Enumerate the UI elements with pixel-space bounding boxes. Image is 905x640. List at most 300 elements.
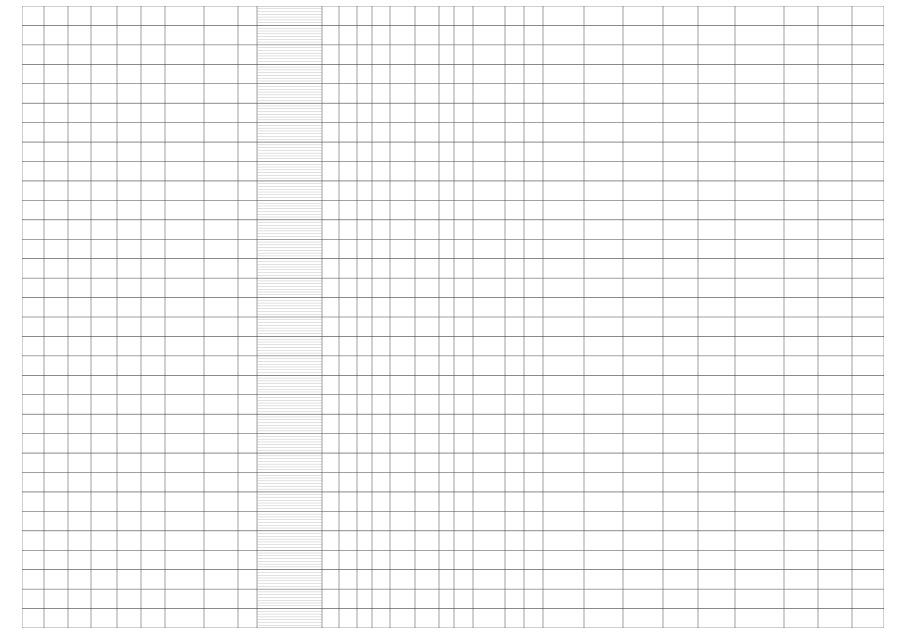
table-cell bbox=[506, 474, 524, 491]
table-cell bbox=[69, 26, 91, 43]
table-cell bbox=[323, 182, 339, 199]
table-cell bbox=[474, 357, 505, 374]
table-cell bbox=[92, 201, 117, 218]
table-cell bbox=[525, 512, 543, 529]
table-cell bbox=[785, 299, 818, 316]
table-cell bbox=[373, 299, 390, 316]
table-cell bbox=[455, 435, 473, 452]
table-cell bbox=[525, 26, 543, 43]
table-cell bbox=[624, 163, 663, 180]
table-cell bbox=[118, 279, 141, 296]
table-cell bbox=[205, 26, 238, 43]
table-cell bbox=[544, 260, 584, 277]
table-cell bbox=[166, 551, 204, 568]
table-cell bbox=[92, 104, 117, 121]
table-cell bbox=[624, 260, 663, 277]
table-cell bbox=[340, 318, 357, 335]
table-cell bbox=[506, 46, 524, 63]
table-cell bbox=[340, 532, 357, 549]
table-cell bbox=[69, 65, 91, 82]
table-cell bbox=[373, 279, 390, 296]
table-cell bbox=[455, 532, 473, 549]
table-cell bbox=[323, 551, 339, 568]
table-cell bbox=[455, 512, 473, 529]
table-cell bbox=[506, 610, 524, 627]
table-cell bbox=[373, 512, 390, 529]
table-cell bbox=[506, 571, 524, 588]
table-cell bbox=[785, 337, 818, 354]
table-cell bbox=[92, 124, 117, 141]
table-cell bbox=[92, 46, 117, 63]
table-cell bbox=[391, 260, 415, 277]
table-cell bbox=[585, 493, 623, 510]
table-cell bbox=[455, 357, 473, 374]
table-cell bbox=[474, 7, 505, 24]
spreadsheet-page bbox=[22, 6, 884, 628]
table-cell bbox=[474, 571, 505, 588]
table-cell bbox=[440, 532, 454, 549]
table-cell bbox=[474, 474, 505, 491]
table-cell bbox=[785, 396, 818, 413]
table-cell bbox=[142, 260, 165, 277]
table-cell bbox=[358, 26, 372, 43]
table-cell bbox=[205, 143, 238, 160]
table-cell bbox=[142, 104, 165, 121]
table-cell bbox=[118, 435, 141, 452]
table-cell bbox=[785, 571, 818, 588]
table-cell bbox=[323, 163, 339, 180]
table-cell bbox=[45, 474, 68, 491]
table-cell bbox=[142, 279, 165, 296]
table-cell bbox=[166, 26, 204, 43]
table-cell bbox=[142, 415, 165, 432]
table-cell bbox=[736, 532, 784, 549]
table-cell bbox=[455, 279, 473, 296]
table-cell bbox=[736, 415, 784, 432]
table-cell bbox=[785, 143, 818, 160]
table-cell bbox=[416, 571, 439, 588]
table-cell bbox=[440, 7, 454, 24]
table-cell bbox=[664, 454, 698, 471]
table-cell bbox=[323, 260, 339, 277]
table-cell bbox=[785, 26, 818, 43]
table-cell bbox=[358, 201, 372, 218]
table-cell bbox=[166, 415, 204, 432]
table-cell bbox=[205, 474, 238, 491]
table-cell bbox=[585, 337, 623, 354]
table-cell bbox=[323, 201, 339, 218]
table-cell bbox=[118, 260, 141, 277]
table-cell bbox=[819, 454, 852, 471]
table-cell bbox=[23, 299, 44, 316]
table-cell bbox=[142, 376, 165, 393]
table-cell bbox=[340, 85, 357, 102]
table-cell bbox=[624, 396, 663, 413]
table-cell bbox=[142, 124, 165, 141]
table-cell bbox=[544, 201, 584, 218]
table-cell bbox=[166, 318, 204, 335]
table-cell bbox=[785, 590, 818, 607]
table-cell bbox=[92, 474, 117, 491]
table-cell bbox=[416, 65, 439, 82]
table-cell bbox=[205, 260, 238, 277]
table-cell bbox=[585, 279, 623, 296]
table-cell bbox=[544, 221, 584, 238]
table-cell bbox=[785, 260, 818, 277]
table-cell bbox=[323, 7, 339, 24]
table-cell bbox=[699, 512, 735, 529]
table-cell bbox=[391, 299, 415, 316]
table-cell bbox=[358, 240, 372, 257]
table-cell bbox=[624, 104, 663, 121]
table-cell bbox=[474, 415, 505, 432]
table-cell bbox=[664, 221, 698, 238]
table-cell bbox=[819, 396, 852, 413]
table-cell bbox=[736, 318, 784, 335]
table-cell bbox=[544, 182, 584, 199]
table-cell bbox=[525, 357, 543, 374]
table-cell bbox=[340, 163, 357, 180]
table-cell bbox=[474, 163, 505, 180]
table-cell bbox=[544, 7, 584, 24]
table-cell bbox=[736, 240, 784, 257]
table-cell bbox=[440, 201, 454, 218]
table-cell bbox=[506, 532, 524, 549]
table-cell bbox=[239, 124, 257, 141]
table-cell bbox=[69, 571, 91, 588]
table-cell bbox=[166, 590, 204, 607]
table-cell bbox=[474, 532, 505, 549]
table-cell bbox=[664, 376, 698, 393]
table-cell bbox=[819, 415, 852, 432]
table-cell bbox=[142, 240, 165, 257]
table-cell bbox=[455, 65, 473, 82]
table-cell bbox=[323, 474, 339, 491]
table-cell bbox=[440, 551, 454, 568]
table-cell bbox=[323, 493, 339, 510]
table-cell bbox=[340, 182, 357, 199]
table-cell bbox=[239, 85, 257, 102]
table-cell bbox=[205, 299, 238, 316]
table-cell bbox=[205, 182, 238, 199]
table-cell bbox=[373, 85, 390, 102]
table-cell bbox=[205, 7, 238, 24]
table-cell bbox=[736, 7, 784, 24]
table-cell bbox=[69, 376, 91, 393]
table-cell bbox=[699, 532, 735, 549]
table-cell bbox=[585, 532, 623, 549]
table-cell bbox=[239, 26, 257, 43]
table-cell bbox=[69, 454, 91, 471]
table-cell bbox=[736, 279, 784, 296]
table-cell bbox=[455, 104, 473, 121]
table-cell bbox=[340, 454, 357, 471]
table-cell bbox=[474, 337, 505, 354]
table-cell bbox=[699, 182, 735, 199]
table-cell bbox=[205, 512, 238, 529]
table-cell bbox=[474, 143, 505, 160]
table-cell bbox=[785, 474, 818, 491]
table-cell bbox=[340, 435, 357, 452]
table-cell bbox=[373, 7, 390, 24]
table-cell bbox=[440, 143, 454, 160]
table-cell bbox=[239, 299, 257, 316]
table-cell bbox=[785, 376, 818, 393]
table-cell bbox=[506, 435, 524, 452]
table-cell bbox=[699, 493, 735, 510]
table-cell bbox=[69, 182, 91, 199]
table-cell bbox=[118, 590, 141, 607]
table-cell bbox=[69, 299, 91, 316]
table-cell bbox=[736, 357, 784, 374]
table-cell bbox=[585, 221, 623, 238]
table-cell bbox=[416, 493, 439, 510]
table-cell bbox=[340, 7, 357, 24]
table-cell bbox=[416, 221, 439, 238]
table-cell bbox=[585, 143, 623, 160]
table-cell bbox=[474, 85, 505, 102]
table-cell bbox=[323, 357, 339, 374]
table-cell bbox=[699, 260, 735, 277]
table-cell bbox=[440, 590, 454, 607]
table-cell bbox=[239, 337, 257, 354]
table-cell bbox=[142, 532, 165, 549]
table-cell bbox=[205, 124, 238, 141]
table-cell bbox=[239, 610, 257, 627]
table-cell bbox=[819, 493, 852, 510]
table-cell bbox=[440, 493, 454, 510]
table-cell bbox=[142, 163, 165, 180]
table-cell bbox=[506, 396, 524, 413]
table-cell bbox=[525, 46, 543, 63]
table-cell bbox=[373, 124, 390, 141]
table-cell bbox=[391, 279, 415, 296]
table-cell bbox=[585, 396, 623, 413]
table-cell bbox=[699, 571, 735, 588]
table-cell bbox=[373, 571, 390, 588]
table-cell bbox=[373, 221, 390, 238]
table-cell bbox=[819, 26, 852, 43]
table-cell bbox=[525, 221, 543, 238]
table-cell bbox=[736, 474, 784, 491]
table-cell bbox=[819, 260, 852, 277]
table-cell bbox=[440, 46, 454, 63]
table-cell bbox=[118, 610, 141, 627]
table-cell bbox=[340, 26, 357, 43]
table-cell bbox=[416, 318, 439, 335]
table-cell bbox=[440, 65, 454, 82]
table-cell bbox=[819, 474, 852, 491]
table-cell bbox=[525, 260, 543, 277]
table-cell bbox=[440, 279, 454, 296]
table-cell bbox=[624, 182, 663, 199]
table-cell bbox=[785, 435, 818, 452]
table-cell bbox=[92, 415, 117, 432]
table-cell bbox=[205, 415, 238, 432]
table-cell bbox=[699, 551, 735, 568]
table-cell bbox=[440, 512, 454, 529]
table-cell bbox=[699, 337, 735, 354]
table-cell bbox=[474, 396, 505, 413]
table-cell bbox=[474, 65, 505, 82]
table-cell bbox=[239, 104, 257, 121]
table-cell bbox=[525, 590, 543, 607]
table-cell bbox=[45, 201, 68, 218]
table-cell bbox=[455, 610, 473, 627]
table-cell bbox=[544, 46, 584, 63]
table-cell bbox=[664, 337, 698, 354]
table-cell bbox=[142, 143, 165, 160]
table-cell bbox=[166, 357, 204, 374]
table-cell bbox=[92, 143, 117, 160]
table-cell bbox=[525, 396, 543, 413]
table-cell bbox=[525, 104, 543, 121]
table-cell bbox=[416, 551, 439, 568]
table-cell bbox=[474, 221, 505, 238]
table-cell bbox=[664, 532, 698, 549]
table-cell bbox=[624, 454, 663, 471]
table-cell bbox=[69, 201, 91, 218]
table-cell bbox=[455, 163, 473, 180]
table-cell bbox=[239, 221, 257, 238]
table-cell bbox=[239, 415, 257, 432]
table-cell bbox=[118, 7, 141, 24]
table-cell bbox=[736, 143, 784, 160]
table-cell bbox=[391, 590, 415, 607]
table-cell bbox=[391, 46, 415, 63]
table-cell bbox=[23, 65, 44, 82]
table-cell bbox=[166, 610, 204, 627]
table-cell bbox=[118, 85, 141, 102]
table-cell bbox=[585, 318, 623, 335]
table-cell bbox=[391, 240, 415, 257]
table-cell bbox=[23, 454, 44, 471]
table-cell bbox=[23, 85, 44, 102]
table-cell bbox=[69, 143, 91, 160]
table-cell bbox=[391, 65, 415, 82]
table-cell bbox=[440, 454, 454, 471]
table-cell bbox=[391, 512, 415, 529]
table-cell bbox=[118, 571, 141, 588]
table-cell bbox=[391, 318, 415, 335]
table-cell bbox=[506, 26, 524, 43]
table-cell bbox=[166, 85, 204, 102]
table-cell bbox=[736, 610, 784, 627]
table-cell bbox=[736, 182, 784, 199]
table-cell bbox=[23, 474, 44, 491]
table-cell bbox=[664, 7, 698, 24]
table-cell bbox=[544, 435, 584, 452]
table-cell bbox=[785, 85, 818, 102]
table-cell bbox=[699, 396, 735, 413]
table-cell bbox=[819, 124, 852, 141]
table-cell bbox=[455, 46, 473, 63]
table-cell bbox=[340, 357, 357, 374]
table-cell bbox=[373, 396, 390, 413]
table-cell bbox=[699, 590, 735, 607]
table-cell bbox=[664, 260, 698, 277]
table-cell bbox=[785, 318, 818, 335]
table-cell bbox=[544, 571, 584, 588]
table-cell bbox=[585, 512, 623, 529]
table-cell bbox=[205, 65, 238, 82]
table-cell bbox=[239, 454, 257, 471]
table-cell bbox=[474, 299, 505, 316]
table-cell bbox=[785, 240, 818, 257]
table-cell bbox=[92, 65, 117, 82]
table-cell bbox=[624, 221, 663, 238]
table-cell bbox=[391, 551, 415, 568]
table-cell bbox=[373, 26, 390, 43]
table-cell bbox=[340, 376, 357, 393]
table-cell bbox=[416, 279, 439, 296]
table-cell bbox=[525, 318, 543, 335]
table-cell bbox=[525, 143, 543, 160]
table-cell bbox=[474, 512, 505, 529]
table-cell bbox=[142, 610, 165, 627]
table-cell bbox=[455, 299, 473, 316]
table-cell bbox=[585, 376, 623, 393]
table-cell bbox=[474, 590, 505, 607]
table-cell bbox=[624, 571, 663, 588]
table-cell bbox=[323, 337, 339, 354]
table-cell bbox=[166, 65, 204, 82]
table-cell bbox=[664, 104, 698, 121]
table-cell bbox=[205, 85, 238, 102]
table-cell bbox=[323, 240, 339, 257]
table-cell bbox=[391, 7, 415, 24]
table-cell bbox=[699, 7, 735, 24]
table-cell bbox=[205, 279, 238, 296]
table-cell bbox=[664, 318, 698, 335]
table-cell bbox=[506, 415, 524, 432]
table-cell bbox=[340, 337, 357, 354]
table-cell bbox=[340, 610, 357, 627]
table-cell bbox=[358, 435, 372, 452]
table-cell bbox=[506, 512, 524, 529]
table-cell bbox=[819, 279, 852, 296]
table-cell bbox=[585, 590, 623, 607]
table-cell bbox=[525, 454, 543, 471]
table-cell bbox=[455, 376, 473, 393]
table-cell bbox=[664, 182, 698, 199]
table-cell bbox=[624, 318, 663, 335]
table-cell bbox=[474, 493, 505, 510]
table-cell bbox=[391, 104, 415, 121]
table-cell bbox=[45, 65, 68, 82]
table-cell bbox=[455, 474, 473, 491]
table-cell bbox=[358, 454, 372, 471]
table-cell bbox=[624, 46, 663, 63]
table-cell bbox=[585, 299, 623, 316]
table-cell bbox=[525, 474, 543, 491]
table-cell bbox=[440, 260, 454, 277]
table-cell bbox=[736, 163, 784, 180]
table-cell bbox=[736, 201, 784, 218]
table-cell bbox=[474, 551, 505, 568]
table-cell bbox=[819, 240, 852, 257]
table-cell bbox=[416, 26, 439, 43]
table-cell bbox=[92, 240, 117, 257]
table-cell bbox=[23, 435, 44, 452]
table-cell bbox=[664, 26, 698, 43]
table-cell bbox=[23, 124, 44, 141]
table-cell bbox=[585, 474, 623, 491]
table-cell bbox=[624, 551, 663, 568]
table-cell bbox=[699, 610, 735, 627]
table-cell bbox=[142, 221, 165, 238]
table-cell bbox=[142, 396, 165, 413]
